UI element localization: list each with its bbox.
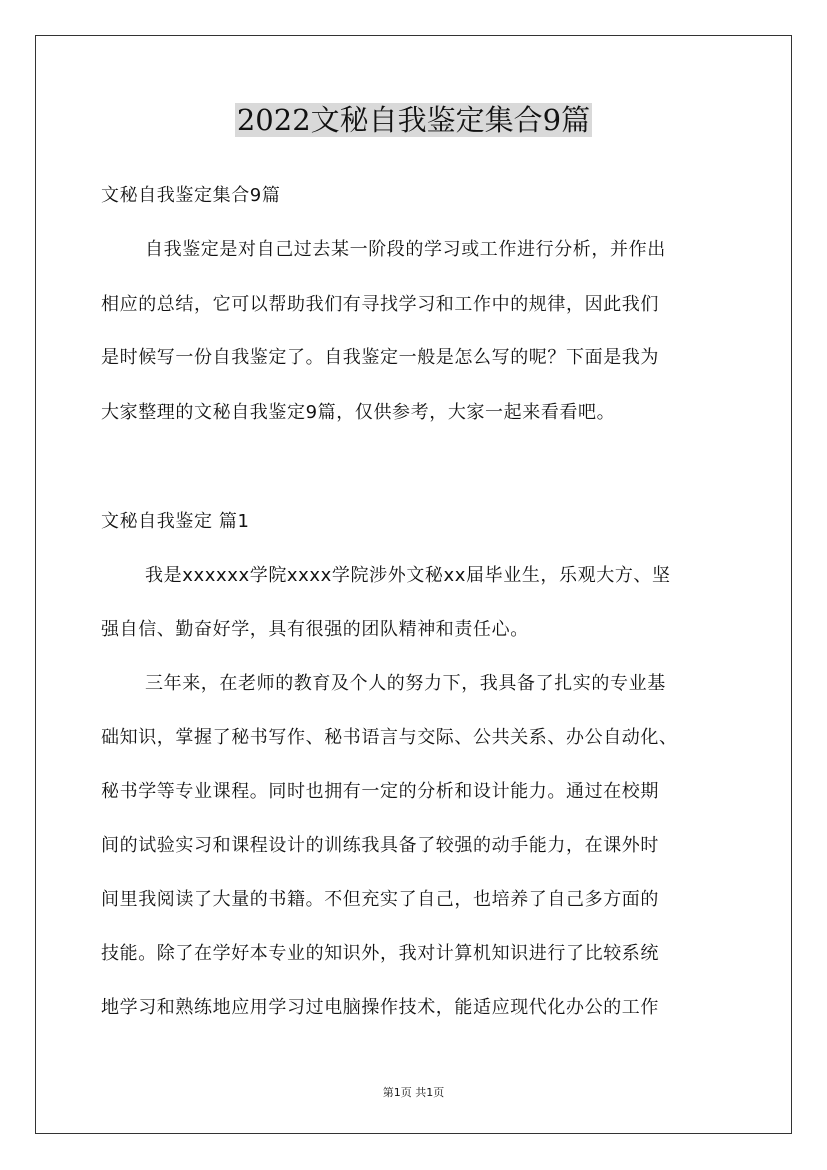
document-title <box>0 98 827 142</box>
document-title-text: 2022文秘自我鉴定集合9篇 <box>236 103 591 137</box>
page-footer: 第1页 共1页 <box>382 1086 445 1099</box>
paragraph-line: 间里我阅读了大量的书籍。不但充实了自己，也培养了自己多方面的 <box>101 889 659 910</box>
paragraph-line: 秘书学等专业课程。同时也拥有一定的分析和设计能力。通过在校期 <box>101 781 659 802</box>
section-heading: 文秘自我鉴定 篇1 <box>101 511 250 532</box>
paragraph-line: 技能。除了在学好本专业的知识外，我对计算机知识进行了比较系统 <box>101 943 659 964</box>
paragraph-line: 强自信、勤奋好学，具有很强的团队精神和责任心。 <box>101 619 529 640</box>
paragraph-line: 自我鉴定是对自己过去某一阶段的学习或工作进行分析，并作出 <box>145 239 666 260</box>
paragraph-line: 础知识，掌握了秘书写作、秘书语言与交际、公共关系、办公自动化、 <box>101 727 678 748</box>
paragraph-line: 三年来，在老师的教育及个人的努力下，我具备了扎实的专业基 <box>145 673 666 694</box>
paragraph-line: 我是xxxxxx学院xxxx学院涉外文秘xx届毕业生，乐观大方、坚 <box>145 565 671 586</box>
paragraph-line: 相应的总结，它可以帮助我们有寻找学习和工作中的规律，因此我们 <box>101 294 659 315</box>
paragraph-line: 大家整理的文秘自我鉴定9篇，仅供参考，大家一起来看看吧。 <box>101 402 616 423</box>
paragraph-line: 间的试验实习和课程设计的训练我具备了较强的动手能力，在课外时 <box>101 835 659 856</box>
subtitle: 文秘自我鉴定集合9篇 <box>101 185 281 206</box>
paragraph-line: 地学习和熟练地应用学习过电脑操作技术，能适应现代化办公的工作 <box>101 997 659 1018</box>
paragraph-line: 是时候写一份自我鉴定了。自我鉴定一般是怎么写的呢？下面是我为 <box>101 347 659 368</box>
